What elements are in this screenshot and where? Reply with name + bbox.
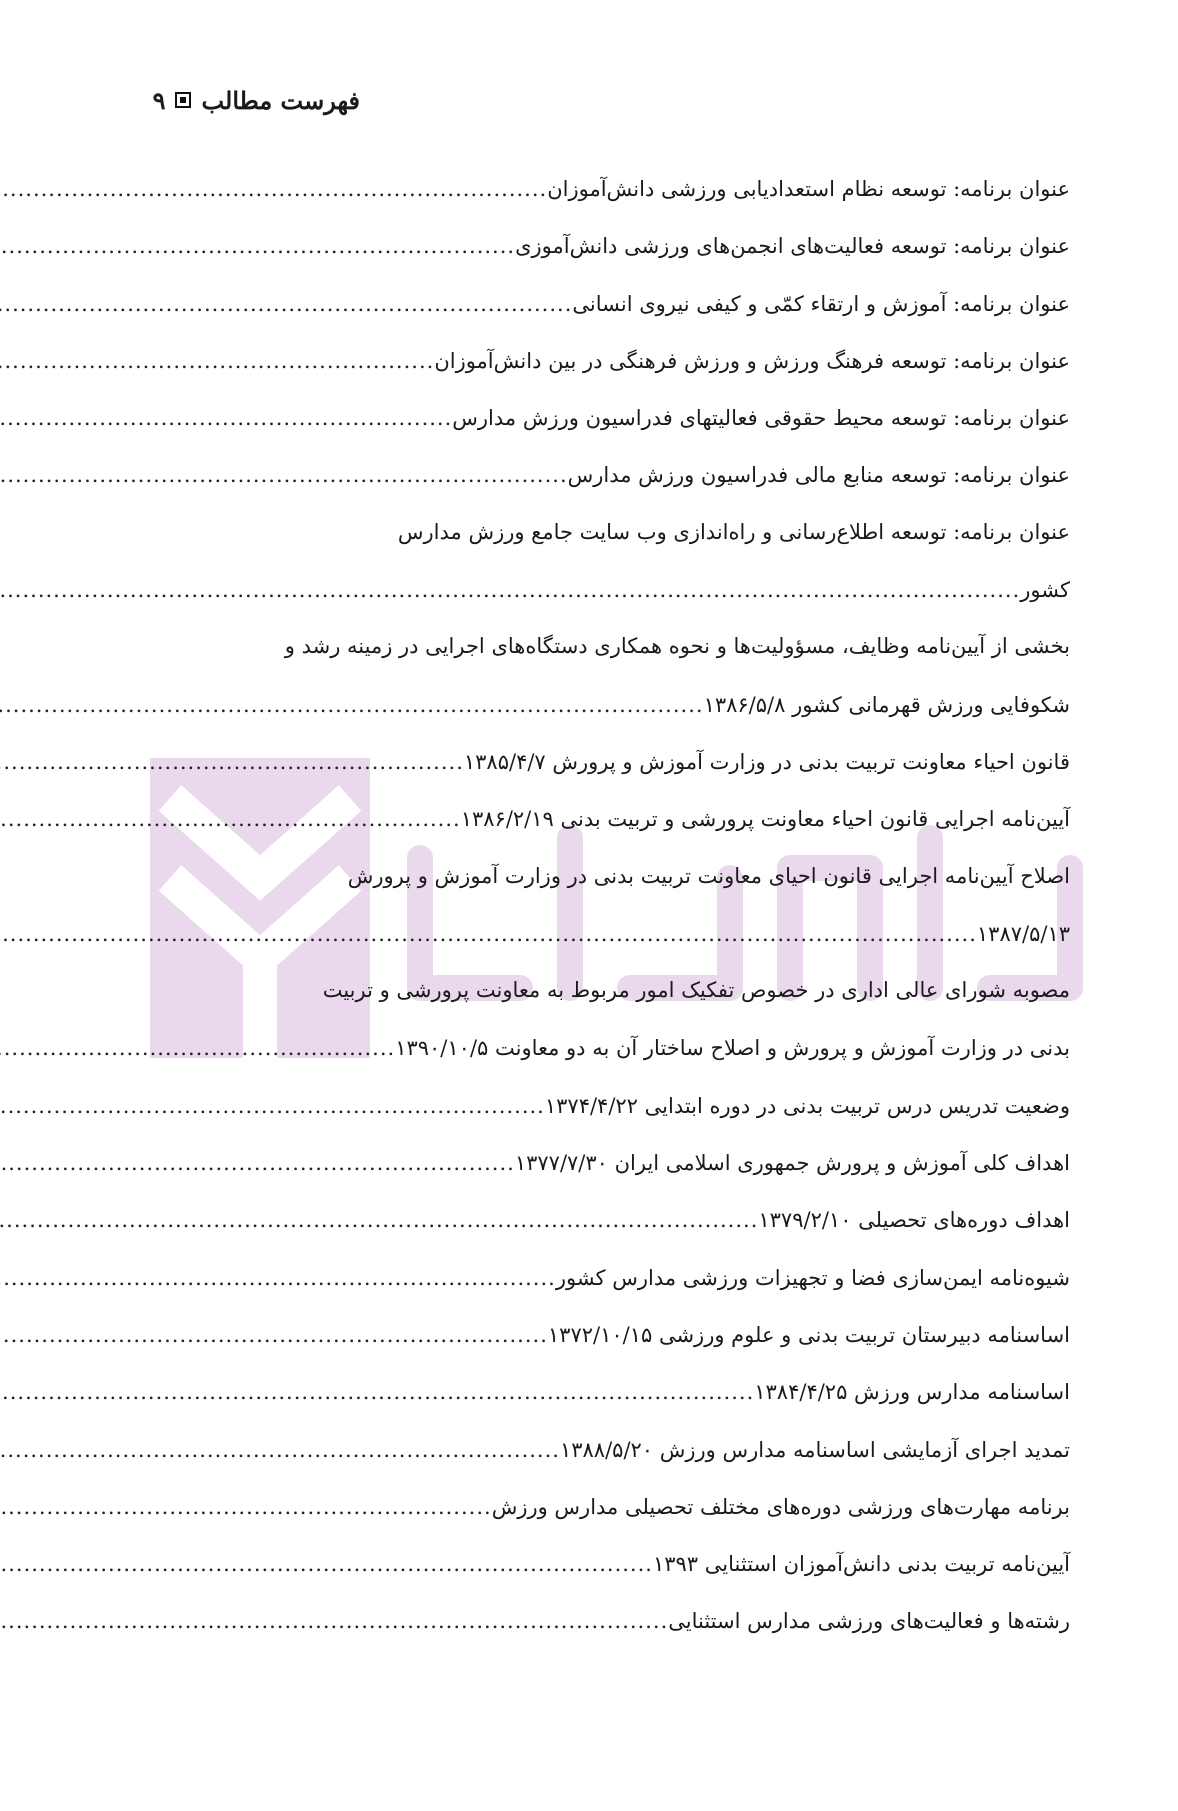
toc-entry-row — [150, 1306, 1070, 1363]
toc-entry-title: اساسنامه دبیرستان تربیت بدنی و علوم ورزشی ۱۳۷۲/۱۰/۱۵ — [547, 1322, 1070, 1347]
toc-entry — [150, 790, 1070, 847]
toc-entry — [150, 446, 1070, 503]
toc-entry-row — [150, 1134, 1070, 1191]
toc-entry-title: عنوان برنامه: توسعه فرهنگ ورزش و ورزش فرهنگی در بین دانش‌آموزان — [434, 348, 1070, 373]
toc-entry-title: اهداف دوره‌های تحصیلی ۱۳۷۹/۲/۱۰ — [758, 1208, 1070, 1233]
dot-leader — [0, 562, 1020, 619]
dot-leader — [0, 218, 515, 275]
toc-entry — [150, 332, 1070, 389]
dot-leader — [0, 1479, 492, 1536]
dot-leader — [0, 1422, 560, 1479]
toc-entry-row — [150, 275, 1070, 332]
toc-entry — [150, 1306, 1070, 1363]
running-head-title: فهرست مطالب — [201, 85, 360, 115]
toc-entry-line: مصوبه شورای عالی اداری در خصوص تفکیک امور مربوط به معاونت پرورشی و تربیت — [322, 978, 1070, 1003]
toc-entry — [150, 1134, 1070, 1191]
dot-leader — [0, 677, 704, 734]
toc-entry-row — [150, 1019, 1070, 1076]
toc-entry-row — [150, 561, 1070, 618]
toc-entry — [150, 389, 1070, 446]
dot-leader — [0, 734, 464, 791]
dot-leader — [0, 1135, 515, 1192]
toc-entry-row — [150, 905, 1070, 962]
dot-leader — [0, 1078, 545, 1135]
toc-entry-row — [150, 1592, 1070, 1649]
dot-leader — [0, 390, 452, 447]
dot-leader — [0, 333, 434, 390]
toc-entry-title: عنوان برنامه: توسعه فعالیت‌های انجمن‌های ورزشی دانش‌آموزی — [515, 234, 1070, 259]
toc-entry-title: آیین‌نامه تربیت بدنی دانش‌آموزان استثنایی ۱۳۹۳ — [652, 1552, 1070, 1577]
toc-entry-title: تمدید اجرای آزمایشی اساسنامه مدارس ورزش ۱۳۸۸/۵/۲۰ — [559, 1437, 1070, 1462]
toc-entry-line: عنوان برنامه: توسعه اطلاع‌رسانی و راه‌اندازی وب سایت جامع ورزش مدارس — [397, 519, 1070, 544]
toc-entry-title: عنوان برنامه: توسعه منابع مالی فدراسیون ورزش مدارس — [567, 463, 1070, 488]
toc-entry — [150, 1191, 1070, 1248]
toc-entry-row — [150, 1421, 1070, 1478]
toc-entry-title: آیین‌نامه اجرایی قانون احیاء معاونت پرورشی و تربیت بدنی ۱۳۸۶/۲/۱۹ — [460, 807, 1070, 832]
toc-entry-row — [150, 1363, 1070, 1420]
toc-entry-row — [150, 1077, 1070, 1134]
dot-leader — [0, 1536, 653, 1593]
dot-leader — [0, 1020, 395, 1077]
toc-entry — [150, 1592, 1070, 1649]
toc-entry-title: اساسنامه مدارس ورزش ۱۳۸۴/۴/۲۵ — [754, 1380, 1070, 1405]
toc-entry — [150, 160, 1070, 217]
toc-entry-row — [150, 332, 1070, 389]
toc-entry-title: شیوه‌نامه ایمن‌سازی فضا و تجهیزات ورزشی مدارس کشور — [555, 1265, 1070, 1290]
toc-entry-title: اهداف کلی آموزش و پرورش جمهوری اسلامی ایران ۱۳۷۷/۷/۳۰ — [514, 1151, 1070, 1176]
running-head — [150, 80, 360, 120]
toc-entry — [150, 1535, 1070, 1592]
toc-entry-title: عنوان برنامه: توسعه محیط حقوقی فعالیتهای فدراسیون ورزش مدارس — [452, 406, 1070, 431]
toc-entry-title: ۱۳۸۷/۵/۱۳ — [976, 921, 1070, 946]
toc-entry — [150, 1077, 1070, 1134]
toc-entry-row — [150, 1191, 1070, 1248]
table-of-contents — [150, 160, 1070, 1650]
toc-entry-row — [150, 160, 1070, 217]
toc-entry — [150, 618, 1070, 733]
toc-entry — [150, 1478, 1070, 1535]
toc-entry — [150, 848, 1070, 963]
toc-entry-row — [150, 733, 1070, 790]
running-head-square-icon — [175, 92, 191, 108]
dot-leader — [0, 276, 572, 333]
toc-entry — [150, 504, 1070, 619]
toc-entry-line: بخشی از آیین‌نامه وظایف، مسؤولیت‌ها و نحوه همکاری دستگاه‌های اجرایی در زمینه رشد و — [284, 634, 1070, 659]
toc-entry — [150, 1421, 1070, 1478]
toc-entry-row — [150, 446, 1070, 503]
toc-entry — [150, 275, 1070, 332]
dot-leader — [0, 1593, 668, 1650]
toc-entry-line: اصلاح آیین‌نامه اجرایی قانون احیای معاونت تربیت بدنی در وزارت آموزش و پرورش — [347, 863, 1070, 888]
toc-entry-title: عنوان برنامه: توسعه نظام استعدادیابی ورزشی دانش‌آموزان — [547, 177, 1070, 201]
toc-entry-title: قانون احیاء معاونت تربیت بدنی در وزارت آموزش و پرورش ۱۳۸۵/۴/۷ — [463, 749, 1070, 774]
toc-entry-title: برنامه مهارت‌های ورزشی دوره‌های مختلف تحصیلی مدارس ورزش — [491, 1494, 1070, 1519]
dot-leader — [0, 1192, 758, 1249]
toc-entry — [150, 1249, 1070, 1306]
toc-entry-row — [150, 676, 1070, 733]
dot-leader — [0, 1250, 556, 1307]
toc-entry-title: شکوفایی ورزش قهرمانی کشور ۱۳۸۶/۵/۸ — [703, 692, 1070, 717]
toc-entry-row — [150, 217, 1070, 274]
running-head-page-number: ۹ — [152, 85, 166, 115]
dot-leader — [0, 1307, 548, 1364]
dot-leader — [0, 906, 977, 963]
toc-entry-row — [150, 790, 1070, 847]
toc-entry-row — [150, 1249, 1070, 1306]
toc-entry — [150, 1363, 1070, 1420]
toc-entry-title: رشته‌ها و فعالیت‌های ورزشی مدارس استثنایی — [668, 1609, 1070, 1634]
toc-entry-title: بدنی در وزارت آموزش و پرورش و اصلاح ساختار آن به دو معاونت ۱۳۹۰/۱۰/۵ — [395, 1036, 1070, 1061]
toc-entry — [150, 962, 1070, 1077]
dot-leader — [0, 1364, 754, 1421]
dot-leader — [0, 791, 461, 848]
toc-entry — [150, 217, 1070, 274]
toc-entry-row — [150, 1478, 1070, 1535]
toc-entry-title: کشور — [1020, 578, 1070, 603]
toc-entry-title: وضعیت تدریس درس تربیت بدنی در دوره ابتدایی ۱۳۷۴/۴/۲۲ — [544, 1093, 1070, 1118]
toc-entry-row — [150, 1535, 1070, 1592]
dot-leader — [0, 447, 568, 504]
dot-leader — [0, 161, 547, 218]
toc-entry-row — [150, 389, 1070, 446]
toc-entry-title: عنوان برنامه: آموزش و ارتقاء کمّی و کیفی نیروی انسانی — [572, 291, 1070, 316]
toc-entry — [150, 733, 1070, 790]
